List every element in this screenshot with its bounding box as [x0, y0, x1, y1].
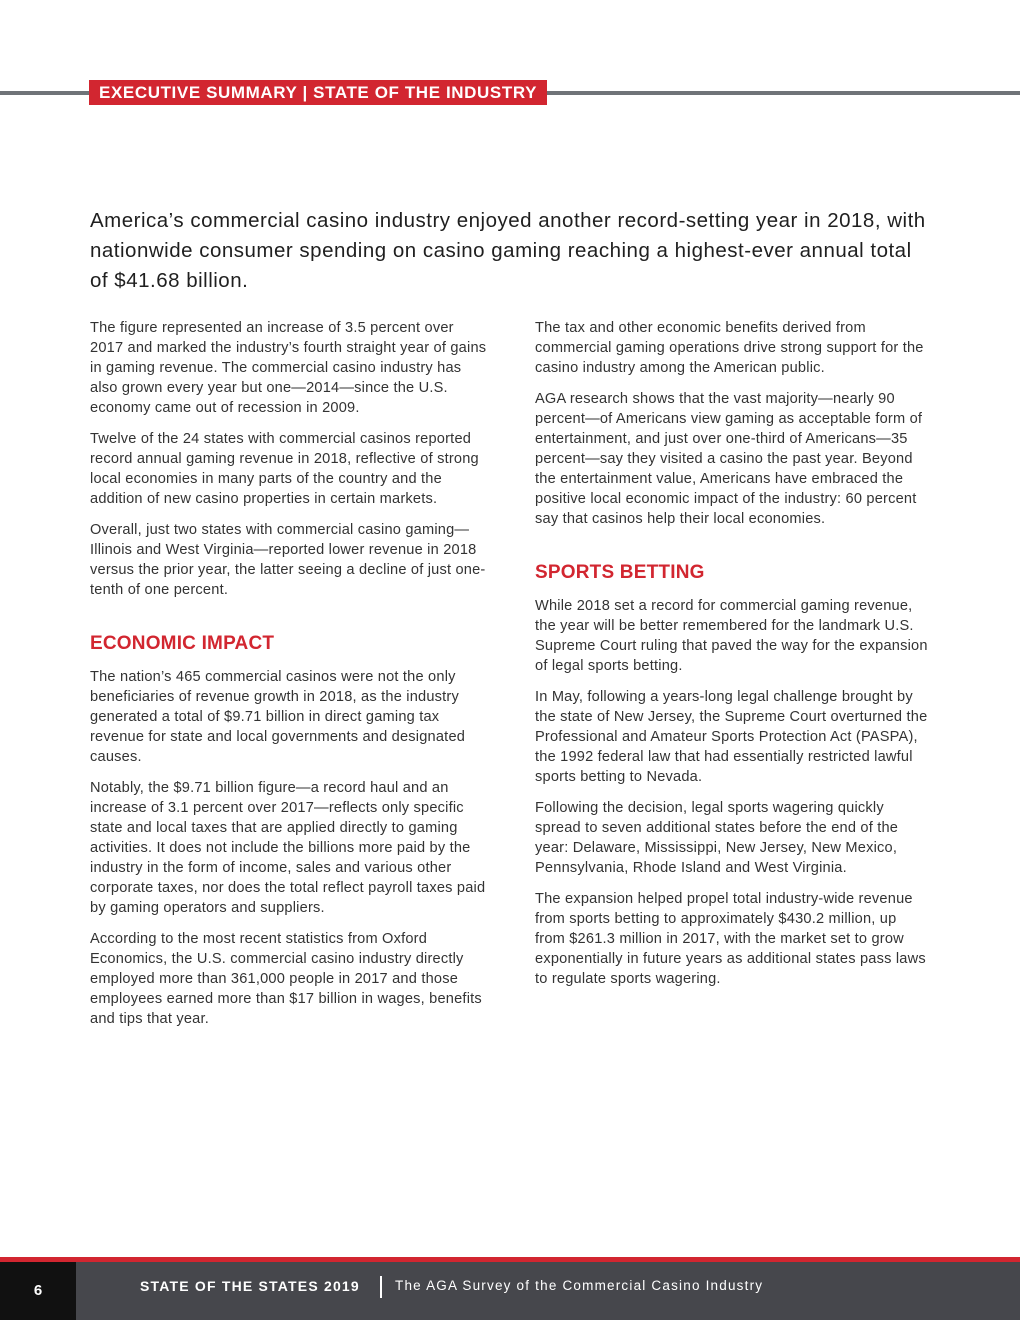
- sports-betting-heading: SPORTS BETTING: [535, 562, 705, 583]
- lead-paragraph: America’s commercial casino industry enjoyed another record-setting year in 2018, with nationwide consumer spending on casino gaming reaching a highest-ever annual total of $41.68 billion.: [90, 209, 926, 292]
- body-paragraph: Notably, the $9.71 billion figure—a record haul and an increase of 3.1 percent over 2017—reflects only specific state and local taxes that are applied directly to gaming activities. It does not include the billions more paid by the industry in the form of income, sales and various other corporate taxes, nor does the total reflect payroll taxes paid by gaming operators and suppliers.: [90, 780, 486, 916]
- page-number: 6: [0, 1262, 76, 1320]
- footer-title: STATE OF THE STATES 2019: [140, 1278, 360, 1294]
- body-paragraph: In May, following a years-long legal challenge brought by the state of New Jersey, the Supreme Court overturned the Professional and Amateur Sports Protection Act (PASPA), the 1992 federal law that had essentially restricted lawful sports betting to Nevada.: [535, 689, 928, 785]
- body-paragraph: Twelve of the 24 states with commercial casinos reported record annual gaming revenue in 2018, reflective of strong local economies in many parts of the country and the addition of new casino properties in certain markets.: [90, 431, 479, 507]
- body-paragraph: The nation’s 465 commercial casinos were not the only beneficiaries of revenue growth in 2018, as the industry generated a total of $9.71 billion in direct gaming tax revenue for state and local governments and designated causes.: [90, 669, 466, 765]
- body-paragraph: According to the most recent statistics from Oxford Economics, the U.S. commercial casino industry directly employed more than 361,000 people in 2017 and those employees earned more than $17 billion in wages, benefits and tips that year.: [90, 931, 482, 1027]
- economic-impact-heading: ECONOMIC IMPACT: [90, 633, 275, 654]
- body-paragraph: The expansion helped propel total industry-wide revenue from sports betting to approximately $430.2 million, up from $261.3 million in 2017, with the market set to grow exponentially in future years as additional states pass laws to regulate sports wagering.: [535, 891, 926, 987]
- body-paragraph: The tax and other economic benefits derived from commercial gaming operations drive strong support for the casino industry among the American public.: [535, 320, 924, 376]
- section-tag: EXECUTIVE SUMMARY | STATE OF THE INDUSTRY: [89, 80, 547, 105]
- right-column: [535, 318, 930, 1000]
- body-paragraph: AGA research shows that the vast majority—nearly 90 percent—of Americans view gaming as acceptable form of entertainment, and just over one-third of Americans—35 percent—say they visited a casino the past year. Beyond the entertainment value, Americans have embraced the positive local economic impact of the industry: 60 percent say that casinos help their local economies.: [535, 391, 923, 527]
- body-paragraph: Following the decision, legal sports wagering quickly spread to seven additional states before the end of the year: Delaware, Mississippi, New Jersey, New Mexico, Pennsylvania, Rhode Island and West Virginia.: [535, 800, 899, 876]
- footer-subtitle: The AGA Survey of the Commercial Casino Industry: [395, 1278, 764, 1293]
- body-paragraph: The figure represented an increase of 3.5 percent over 2017 and marked the industry’s fourth straight year of gains in gaming revenue. The commercial casino industry has also grown every year but one—2014—since the U.S. economy came out of recession in 2009.: [90, 320, 487, 416]
- body-paragraph: Overall, just two states with commercial casino gaming—Illinois and West Virginia—reported lower revenue in 2018 versus the prior year, the latter seeing a decline of just one-tenth of one percent.: [90, 522, 486, 598]
- left-column: [90, 318, 490, 1040]
- footer-separator: [380, 1276, 382, 1298]
- body-paragraph: While 2018 set a record for commercial gaming revenue, the year will be better remembered for the landmark U.S. Supreme Court ruling that paved the way for the expansion of legal sports betting.: [535, 598, 928, 674]
